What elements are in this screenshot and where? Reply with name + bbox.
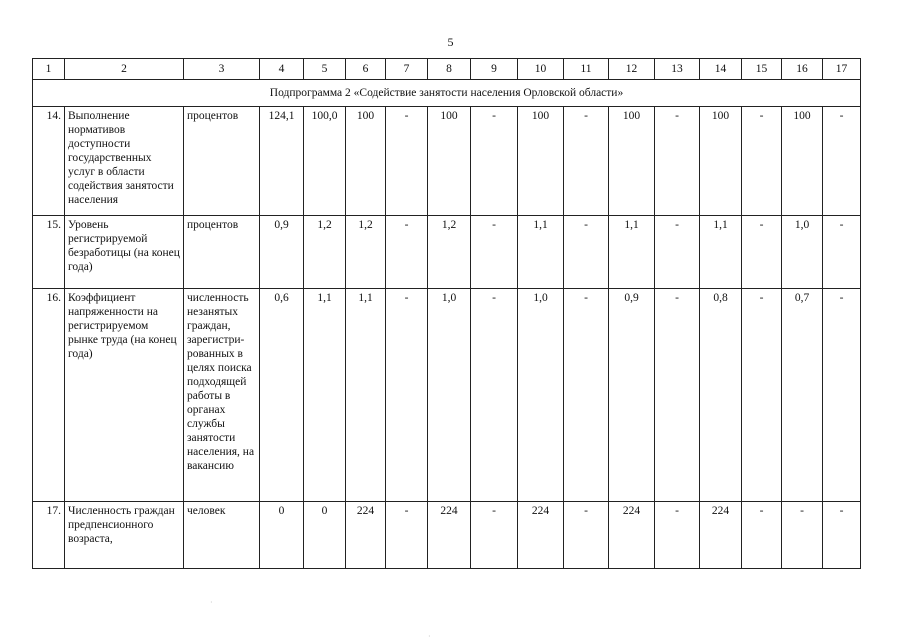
value-cell: 1,0 bbox=[782, 216, 823, 289]
value-cell: - bbox=[471, 107, 518, 216]
value-cell: 0,7 bbox=[782, 289, 823, 502]
indicator-name: Коэффициент напряженности на регистрируемом рынке труда (на конец года) bbox=[65, 289, 184, 502]
value-cell: - bbox=[823, 502, 861, 569]
column-number-cell: 10 bbox=[518, 59, 564, 80]
column-number-row bbox=[33, 59, 861, 80]
table-row bbox=[33, 502, 861, 569]
value-cell: - bbox=[823, 107, 861, 216]
value-cell: 224 bbox=[518, 502, 564, 569]
column-number-cell: 5 bbox=[304, 59, 346, 80]
indicator-name: Численность граждан предпенсионного возраста, bbox=[65, 502, 184, 569]
column-number-cell: 1 bbox=[33, 59, 65, 80]
value-cell: 100 bbox=[518, 107, 564, 216]
value-cell: - bbox=[742, 107, 782, 216]
scan-mark: · bbox=[210, 598, 213, 607]
page-number: 5 bbox=[447, 35, 454, 49]
unit-of-measure: численность незанятых граждан, зарегистри-рованных в целях поиска подходящей работы в органах службы занятости населения, на вакансию bbox=[184, 289, 260, 502]
value-cell: - bbox=[386, 216, 428, 289]
value-cell: - bbox=[742, 289, 782, 502]
column-number-cell: 13 bbox=[655, 59, 700, 80]
value-cell: - bbox=[386, 502, 428, 569]
value-cell: - bbox=[471, 289, 518, 502]
value-cell: 1,1 bbox=[304, 289, 346, 502]
value-cell: 1,1 bbox=[609, 216, 655, 289]
indicator-name: Выполнение нормативов доступности государственных услуг в области содействия занятости населения bbox=[65, 107, 184, 216]
unit-of-measure: процентов bbox=[184, 107, 260, 216]
value-cell: - bbox=[386, 289, 428, 502]
column-number-cell: 2 bbox=[65, 59, 184, 80]
unit-of-measure: процентов bbox=[184, 216, 260, 289]
table-row bbox=[33, 216, 861, 289]
value-cell: - bbox=[471, 216, 518, 289]
value-cell: 1,0 bbox=[518, 289, 564, 502]
value-cell: 0,6 bbox=[260, 289, 304, 502]
column-number-cell: 7 bbox=[386, 59, 428, 80]
column-number-cell: 14 bbox=[700, 59, 742, 80]
value-cell: 100 bbox=[428, 107, 471, 216]
value-cell: 100 bbox=[609, 107, 655, 216]
value-cell: 0,8 bbox=[700, 289, 742, 502]
column-number-cell: 6 bbox=[346, 59, 386, 80]
column-number-cell: 4 bbox=[260, 59, 304, 80]
indicators-table bbox=[32, 58, 861, 569]
unit-of-measure: человек bbox=[184, 502, 260, 569]
value-cell: 0 bbox=[304, 502, 346, 569]
column-number-cell: 11 bbox=[564, 59, 609, 80]
value-cell: 1,1 bbox=[518, 216, 564, 289]
value-cell: - bbox=[655, 502, 700, 569]
value-cell: 1,2 bbox=[428, 216, 471, 289]
value-cell: 224 bbox=[428, 502, 471, 569]
column-number-cell: 15 bbox=[742, 59, 782, 80]
row-number: 17. bbox=[33, 502, 65, 569]
value-cell: 0 bbox=[260, 502, 304, 569]
value-cell: - bbox=[655, 289, 700, 502]
row-number: 16. bbox=[33, 289, 65, 502]
indicator-name: Уровень регистрируемой безработицы (на конец года) bbox=[65, 216, 184, 289]
value-cell: - bbox=[386, 107, 428, 216]
value-cell: - bbox=[564, 289, 609, 502]
value-cell: - bbox=[823, 289, 861, 502]
value-cell: - bbox=[564, 216, 609, 289]
value-cell: 224 bbox=[609, 502, 655, 569]
value-cell: - bbox=[471, 502, 518, 569]
table-row bbox=[33, 107, 861, 216]
value-cell: 1,0 bbox=[428, 289, 471, 502]
value-cell: - bbox=[564, 107, 609, 216]
value-cell: 1,1 bbox=[346, 289, 386, 502]
value-cell: 224 bbox=[700, 502, 742, 569]
value-cell: - bbox=[742, 216, 782, 289]
value-cell: - bbox=[782, 502, 823, 569]
column-number-cell: 17 bbox=[823, 59, 861, 80]
subprogram-title: Подпрограмма 2 «Содействие занятости населения Орловской области» bbox=[33, 80, 861, 107]
column-number-cell: 16 bbox=[782, 59, 823, 80]
value-cell: - bbox=[564, 502, 609, 569]
value-cell: 224 bbox=[346, 502, 386, 569]
value-cell: 100,0 bbox=[304, 107, 346, 216]
value-cell: 100 bbox=[782, 107, 823, 216]
value-cell: 124,1 bbox=[260, 107, 304, 216]
scan-mark: · bbox=[428, 632, 431, 641]
column-number-cell: 12 bbox=[609, 59, 655, 80]
column-number-cell: 9 bbox=[471, 59, 518, 80]
value-cell: 1,2 bbox=[346, 216, 386, 289]
value-cell: - bbox=[655, 107, 700, 216]
column-number-cell: 3 bbox=[184, 59, 260, 80]
subprogram-row bbox=[33, 80, 861, 107]
value-cell: 1,2 bbox=[304, 216, 346, 289]
row-number: 15. bbox=[33, 216, 65, 289]
value-cell: 100 bbox=[346, 107, 386, 216]
value-cell: 0,9 bbox=[260, 216, 304, 289]
column-number-cell: 8 bbox=[428, 59, 471, 80]
value-cell: - bbox=[742, 502, 782, 569]
value-cell: 1,1 bbox=[700, 216, 742, 289]
value-cell: - bbox=[823, 216, 861, 289]
value-cell: 100 bbox=[700, 107, 742, 216]
row-number: 14. bbox=[33, 107, 65, 216]
value-cell: 0,9 bbox=[609, 289, 655, 502]
value-cell: - bbox=[655, 216, 700, 289]
table-row bbox=[33, 289, 861, 502]
